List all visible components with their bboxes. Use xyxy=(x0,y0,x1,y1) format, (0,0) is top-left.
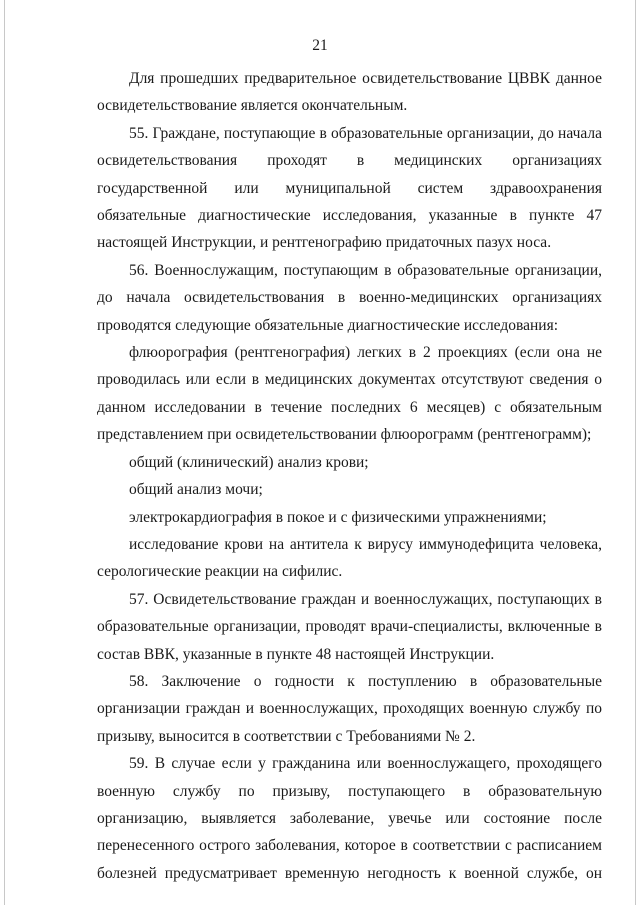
list-item-fluorography: флюорография (рентгенография) легких в 2 проекциях (если она не проводилась или если в медицинских документах отсутствуют сведения о данном исследовании в течение последних 6 месяцев) с обязательным представлением при освидетельствовании флюорограмм (рентгенограмм); xyxy=(97,344,602,444)
body-text xyxy=(97,65,602,887)
list-item-urine-test: общий анализ мочи; xyxy=(129,481,263,499)
list-item-hiv-syphilis: исследование крови на антитела к вирусу иммунодефицита человека, серологические реакции на сифилис. xyxy=(97,535,602,581)
scan-edge-right xyxy=(635,0,636,905)
paragraph-59: 59. В случае если у гражданина или военнослужащего, проходящего военную службу по призыву, поступающего в образовательную организацию, выявляется заболевание, увечье или состояние после перенесенного острого заболевания, которое в соответствии с расписанием болезней предусматривает временную негодность к военной службе, он xyxy=(97,755,602,882)
paragraph-55: 55. Граждане, поступающие в образовательные организации, до начала освидетельствования проходят в медицинских организациях государственной или муниципальной систем здравоохранения обязательные диагностические исследования, указанные в пункте 47 настоящей Инструкции, и рентгенографию придаточных пазух носа. xyxy=(97,124,602,252)
list-item-blood-test: общий (клинический) анализ крови; xyxy=(129,453,369,471)
list-item-ecg: электрокардиография в покое и с физическими упражнениями; xyxy=(129,508,547,526)
paragraph-final-exam-note: Для прошедших предварительное освидетельствование ЦВВК данное освидетельствование является окончательным. xyxy=(97,70,602,115)
page-number: 21 xyxy=(312,37,328,54)
scan-edge-left xyxy=(4,0,5,905)
paragraph-58: 58. Заключение о годности к поступлению в образовательные организации граждан и военнослужащих, проходящих военную службу по призыву, выносится в соответствии с Требованиями № 2. xyxy=(97,672,602,745)
paragraph-56: 56. Военнослужащим, поступающим в образовательные организации, до начала освидетельствования в военно-медицинских организациях проводятся следующие обязательные диагностические исследования: xyxy=(97,261,602,334)
paragraph-57: 57. Освидетельствование граждан и военнослужащих, поступающих в образовательные организации, проводят врачи-специалисты, включенные в состав ВВК, указанные в пункте 48 настоящей Инструкции. xyxy=(97,590,602,663)
